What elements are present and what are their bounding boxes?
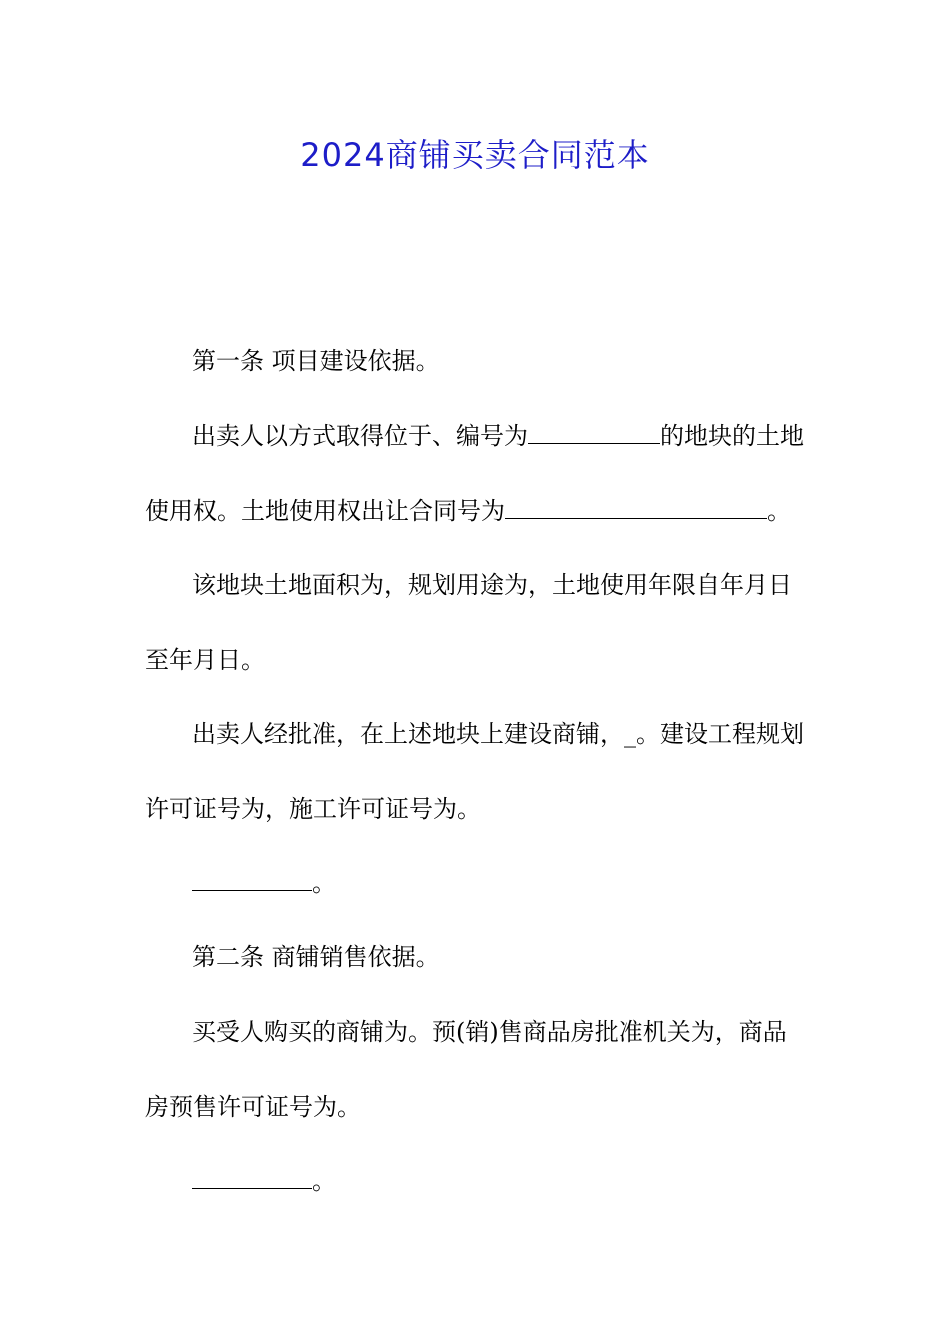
article1-paragraph3-line2: 许可证号为，施工许可证号为。 — [145, 795, 481, 823]
document-title: 2024商铺买卖合同范本 — [300, 136, 650, 174]
article1-p4-end: 。 — [312, 869, 336, 897]
article1-p1-text-c: 使用权。土地使用权出让合同号为 — [145, 497, 505, 525]
article1-p1-text-a: 出卖人以方式取得位于、编号为 — [192, 422, 528, 450]
article1-heading: 第一条 项目建设依据。 — [192, 347, 440, 375]
article1-paragraph3-line1: 出卖人经批准，在上述地块上建设商铺，_。建设工程规划 — [192, 720, 804, 748]
article1-paragraph2-line1: 该地块土地面积为，规划用途为，土地使用年限自年月日 — [192, 571, 792, 599]
article2-paragraph1-line1: 买受人购买的商铺为。预(销)售商品房批准机关为，商品 — [192, 1018, 787, 1046]
article1-paragraph2-line2: 至年月日。 — [145, 646, 265, 674]
article1-p1-text-b: 的地块的土地 — [660, 422, 804, 450]
article1-paragraph4 — [192, 868, 336, 898]
article2-heading: 第二条 商铺销售依据。 — [192, 943, 440, 971]
article1-p1-text-d: 。 — [767, 497, 791, 525]
blank-field — [192, 1166, 312, 1189]
article1-paragraph1-line1 — [192, 421, 804, 451]
blank-field — [505, 496, 767, 519]
article2-paragraph1-line2: 房预售许可证号为。 — [145, 1093, 361, 1121]
article2-p2-end: 。 — [312, 1167, 336, 1195]
article1-paragraph1-line2 — [145, 496, 791, 526]
blank-field — [528, 421, 660, 444]
article2-paragraph2 — [192, 1166, 336, 1196]
blank-field — [192, 868, 312, 891]
